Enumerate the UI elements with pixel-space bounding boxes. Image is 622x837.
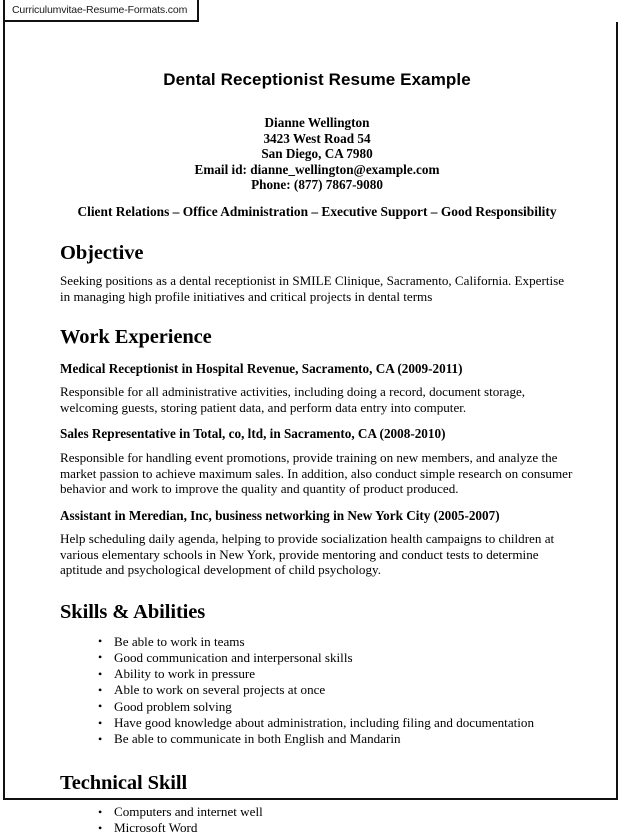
technical-skill-list [60, 804, 574, 837]
work-experience-heading: Work Experience [60, 326, 212, 349]
objective-text: Seeking positions as a dental receptionist in SMILE Clinique, Sacramento, California. Expertise in managing high profile initiatives and critical projects in dental terms [60, 272, 565, 304]
list-item: • Good communication and interpersonal skills [98, 650, 574, 666]
list-item: • Able to work on several projects at once [98, 682, 574, 698]
section-skills-abilities [60, 601, 574, 748]
list-item: • Computers and internet well [98, 804, 574, 820]
list-item: • Have good knowledge about administration, including filing and documentation [98, 715, 574, 731]
headline-tagline: Client Relations – Office Administration – Executive Support – Good Responsibility [77, 204, 557, 220]
site-watermark [3, 0, 199, 22]
job-description: Responsible for handling event promotions, provide training on new members, and analyze the market passion to achieve maximum sales. In addition, also conduct simple research on consumer behavior and work to improve the quality and quantity of product produced. [60, 449, 573, 497]
skills-abilities-list [60, 634, 574, 748]
contact-phone: Phone: (877) 7867-9080 [251, 177, 383, 193]
list-item: • Microsoft Word [98, 820, 574, 836]
job-title: Sales Representative in Total, co, ltd, in Sacramento, CA (2008-2010) [60, 426, 446, 442]
job-title: Assistant in Meredian, Inc, business networking in New York City (2005-2007) [60, 507, 500, 523]
list-item: • Be able to communicate in both English and Mandarin [98, 731, 574, 747]
contact-street: 3423 West Road 54 [263, 130, 371, 146]
work-experience-entry [60, 508, 574, 578]
contact-email: Email id: dianne_wellington@example.com [194, 161, 440, 177]
page-title: Dental Receptionist Resume Example [163, 70, 471, 89]
section-technical-skill [60, 772, 574, 837]
skills-abilities-heading: Skills & Abilities [60, 600, 206, 623]
contact-block [60, 115, 574, 192]
job-description: Responsible for all administrative activities, including doing a record, document storage, welcoming guests, storing patient data, and perform data entry into computer. [60, 384, 526, 415]
job-title: Medical Receptionist in Hospital Revenue, Sacramento, CA (2009-2011) [60, 360, 463, 376]
work-experience-entry [60, 426, 574, 496]
work-experience-entry [60, 361, 574, 416]
list-item: • Ability to work in pressure [98, 666, 574, 682]
contact-city-state-zip: San Diego, CA 7980 [261, 146, 373, 162]
job-description: Help scheduling daily agenda, helping to provide socialization health campaigns to children at various elementary schools in New York, provide mentoring and conduct tests to determine aptitude and psychological development of child psychology. [60, 531, 555, 578]
technical-skill-heading: Technical Skill [60, 771, 188, 794]
resume-content [0, 22, 622, 837]
applicant-name: Dianne Wellington [264, 115, 370, 131]
section-objective [60, 242, 574, 304]
watermark-text: Curriculumvitae-Resume-Formats.com [12, 3, 188, 16]
objective-heading: Objective [60, 242, 144, 265]
list-item: • Be able to work in teams [98, 634, 574, 650]
section-work-experience [60, 326, 574, 578]
list-item: • Good problem solving [98, 699, 574, 715]
